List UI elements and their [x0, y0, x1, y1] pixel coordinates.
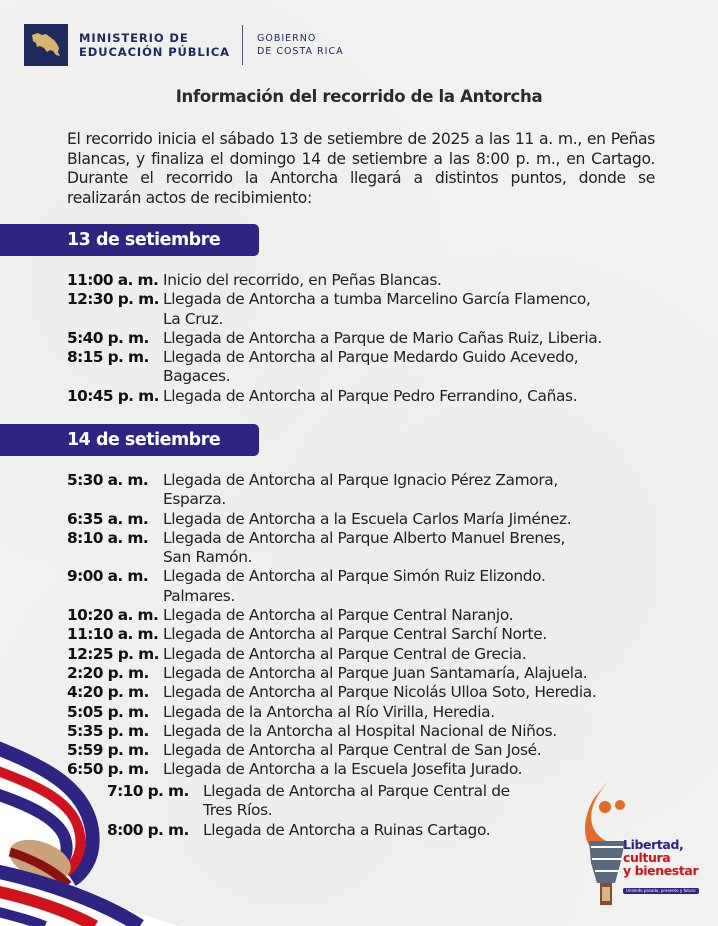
event-place-line-2: Bagaces. — [163, 367, 231, 386]
event-time: 11:10 a. m. — [67, 625, 159, 644]
event-place: Llegada de Antorcha a la Escuela Carlos María Jiménez. — [163, 509, 572, 528]
event-place — [163, 567, 667, 606]
event-place — [163, 471, 667, 510]
event-place: Llegada de Antorcha a Ruinas Cartago. — [203, 820, 491, 839]
event-place: Llegada de Antorcha al Parque Pedro Ferrandino, Cañas. — [163, 386, 578, 405]
event-place-line-2: La Cruz. — [163, 309, 223, 328]
torch-logo-text — [623, 838, 718, 896]
event-time: 8:15 p. m. — [67, 348, 149, 367]
government-name — [257, 32, 344, 58]
event-time: 10:45 p. m. — [67, 386, 159, 405]
event-time: 5:35 p. m. — [67, 721, 149, 740]
date-banner-13 — [0, 224, 259, 256]
event-place-line-2: San Ramón. — [163, 548, 253, 567]
event-place: Inicio del recorrido, en Peñas Blancas. — [163, 271, 442, 289]
event-time: 8:00 p. m. — [107, 820, 189, 839]
event-time: 11:00 a. m. — [67, 271, 159, 289]
event-time: 10:20 a. m. — [67, 606, 159, 625]
schedule-row — [67, 290, 667, 329]
event-time: 9:00 a. m. — [67, 567, 149, 586]
government-line-1: GOBIERNO — [256, 33, 317, 44]
event-time: 6:35 a. m. — [67, 509, 149, 528]
event-place-line-2: Esparza. — [163, 490, 226, 509]
schedule-row — [67, 664, 667, 683]
event-place: Llegada de Antorcha a la Escuela Josefita Jurado. — [163, 760, 523, 779]
event-place-line-1: Llegada de Antorcha al Parque Simón Ruiz Elizondo. — [163, 567, 546, 586]
event-place: Llegada de Antorcha al Parque Nicolás Ulloa Soto, Heredia. — [163, 683, 597, 702]
event-place: Llegada de Antorcha al Parque Juan Santamaría, Alajuela. — [163, 663, 588, 682]
torch-logo-line-2: cultura — [623, 850, 671, 865]
torch-logo-tagline: Uniendo pasado, presente y futuro — [623, 888, 699, 894]
schedule-day-14 — [67, 471, 667, 780]
event-place: Llegada de Antorcha al Parque Central de San José. — [163, 741, 542, 760]
event-place — [163, 529, 667, 568]
event-place — [203, 782, 567, 821]
event-time: 6:50 p. m. — [67, 760, 149, 779]
ministry-name — [79, 31, 230, 59]
schedule-day-13 — [67, 271, 667, 406]
torch-logo-line-1: Libertad, — [623, 837, 684, 852]
event-place-line-2: Tres Ríos. — [203, 801, 273, 820]
costa-rica-flag-ribbon-icon — [0, 740, 180, 926]
schedule-row — [67, 271, 667, 290]
date-banner-label: 14 de setiembre — [67, 430, 221, 450]
event-place: Llegada de Antorcha al Parque Central Sarchí Norte. — [163, 625, 547, 644]
schedule-row — [67, 529, 667, 568]
event-place: Llegada de la Antorcha al Río Virilla, Heredia. — [163, 702, 495, 721]
event-place-line-1: Llegada de Antorcha a tumba Marcelino García Flamenco, — [163, 290, 591, 309]
intro-paragraph: El recorrido inicia el sábado 13 de setiembre de 2025 a las 11 a. m., en Peñas Blancas, y finaliza el domingo 14 de setiembre a las 8:00 p. m., en Cartago. Durante el recorrido la Antorcha llegará a distintos puntos, donde se realizarán actos de recibimiento: — [67, 130, 655, 207]
ministry-line-1: MINISTERIO DE — [79, 31, 189, 45]
event-time: 12:30 p. m. — [67, 290, 159, 309]
schedule-row — [67, 567, 667, 606]
event-place-line-1: Llegada de Antorcha al Parque Medardo Guido Acevedo, — [163, 348, 579, 367]
schedule-row — [67, 645, 667, 664]
event-place — [163, 290, 667, 329]
event-place: Llegada de Antorcha al Parque Central de Grecia. — [163, 644, 527, 663]
event-time: 5:30 a. m. — [67, 471, 149, 489]
schedule-row — [67, 471, 667, 510]
event-time: 2:20 p. m. — [67, 663, 149, 682]
event-place: Llegada de Antorcha al Parque Central Naranjo. — [163, 606, 514, 625]
government-line-2: DE COSTA RICA — [256, 46, 344, 57]
schedule-row — [67, 625, 667, 644]
schedule-row — [67, 722, 667, 741]
event-place — [163, 348, 667, 387]
event-time: 5:40 p. m. — [67, 328, 149, 347]
event-place-line-1: Llegada de Antorcha al Parque Central de — [203, 782, 510, 800]
event-place-line-2: Palmares. — [163, 586, 235, 605]
schedule-row — [67, 606, 667, 625]
date-banner-label: 13 de setiembre — [67, 230, 221, 250]
costa-rica-map-icon — [30, 31, 62, 59]
event-time: 7:10 p. m. — [107, 782, 189, 800]
event-time: 4:20 p. m. — [67, 683, 149, 702]
schedule-row — [67, 703, 667, 722]
torch-logo-line-3: y bienestar — [623, 863, 699, 878]
schedule-row — [67, 387, 667, 406]
header-divider — [242, 25, 243, 65]
event-time: 5:05 p. m. — [67, 702, 149, 721]
event-time: 12:25 p. m. — [67, 644, 159, 663]
header — [24, 24, 344, 66]
mep-logo — [24, 24, 68, 66]
event-place-line-1: Llegada de Antorcha al Parque Ignacio Pérez Zamora, — [163, 471, 558, 489]
date-banner-14 — [0, 424, 259, 456]
schedule-row — [67, 510, 667, 529]
event-place: Llegada de Antorcha a Parque de Mario Cañas Ruiz, Liberia. — [163, 328, 602, 347]
event-time: 8:10 a. m. — [67, 528, 149, 547]
event-time: 5:59 p. m. — [67, 741, 149, 760]
schedule-row — [67, 329, 667, 348]
page-title: Información del recorrido de la Antorcha — [175, 87, 543, 106]
event-place-line-1: Llegada de Antorcha al Parque Alberto Manuel Brenes, — [163, 528, 566, 547]
schedule-row — [67, 683, 667, 702]
ministry-line-2: EDUCACIÓN PÚBLICA — [79, 45, 230, 59]
event-place: Llegada de la Antorcha al Hospital Nacional de Niños. — [163, 721, 557, 740]
schedule-row — [67, 348, 667, 387]
